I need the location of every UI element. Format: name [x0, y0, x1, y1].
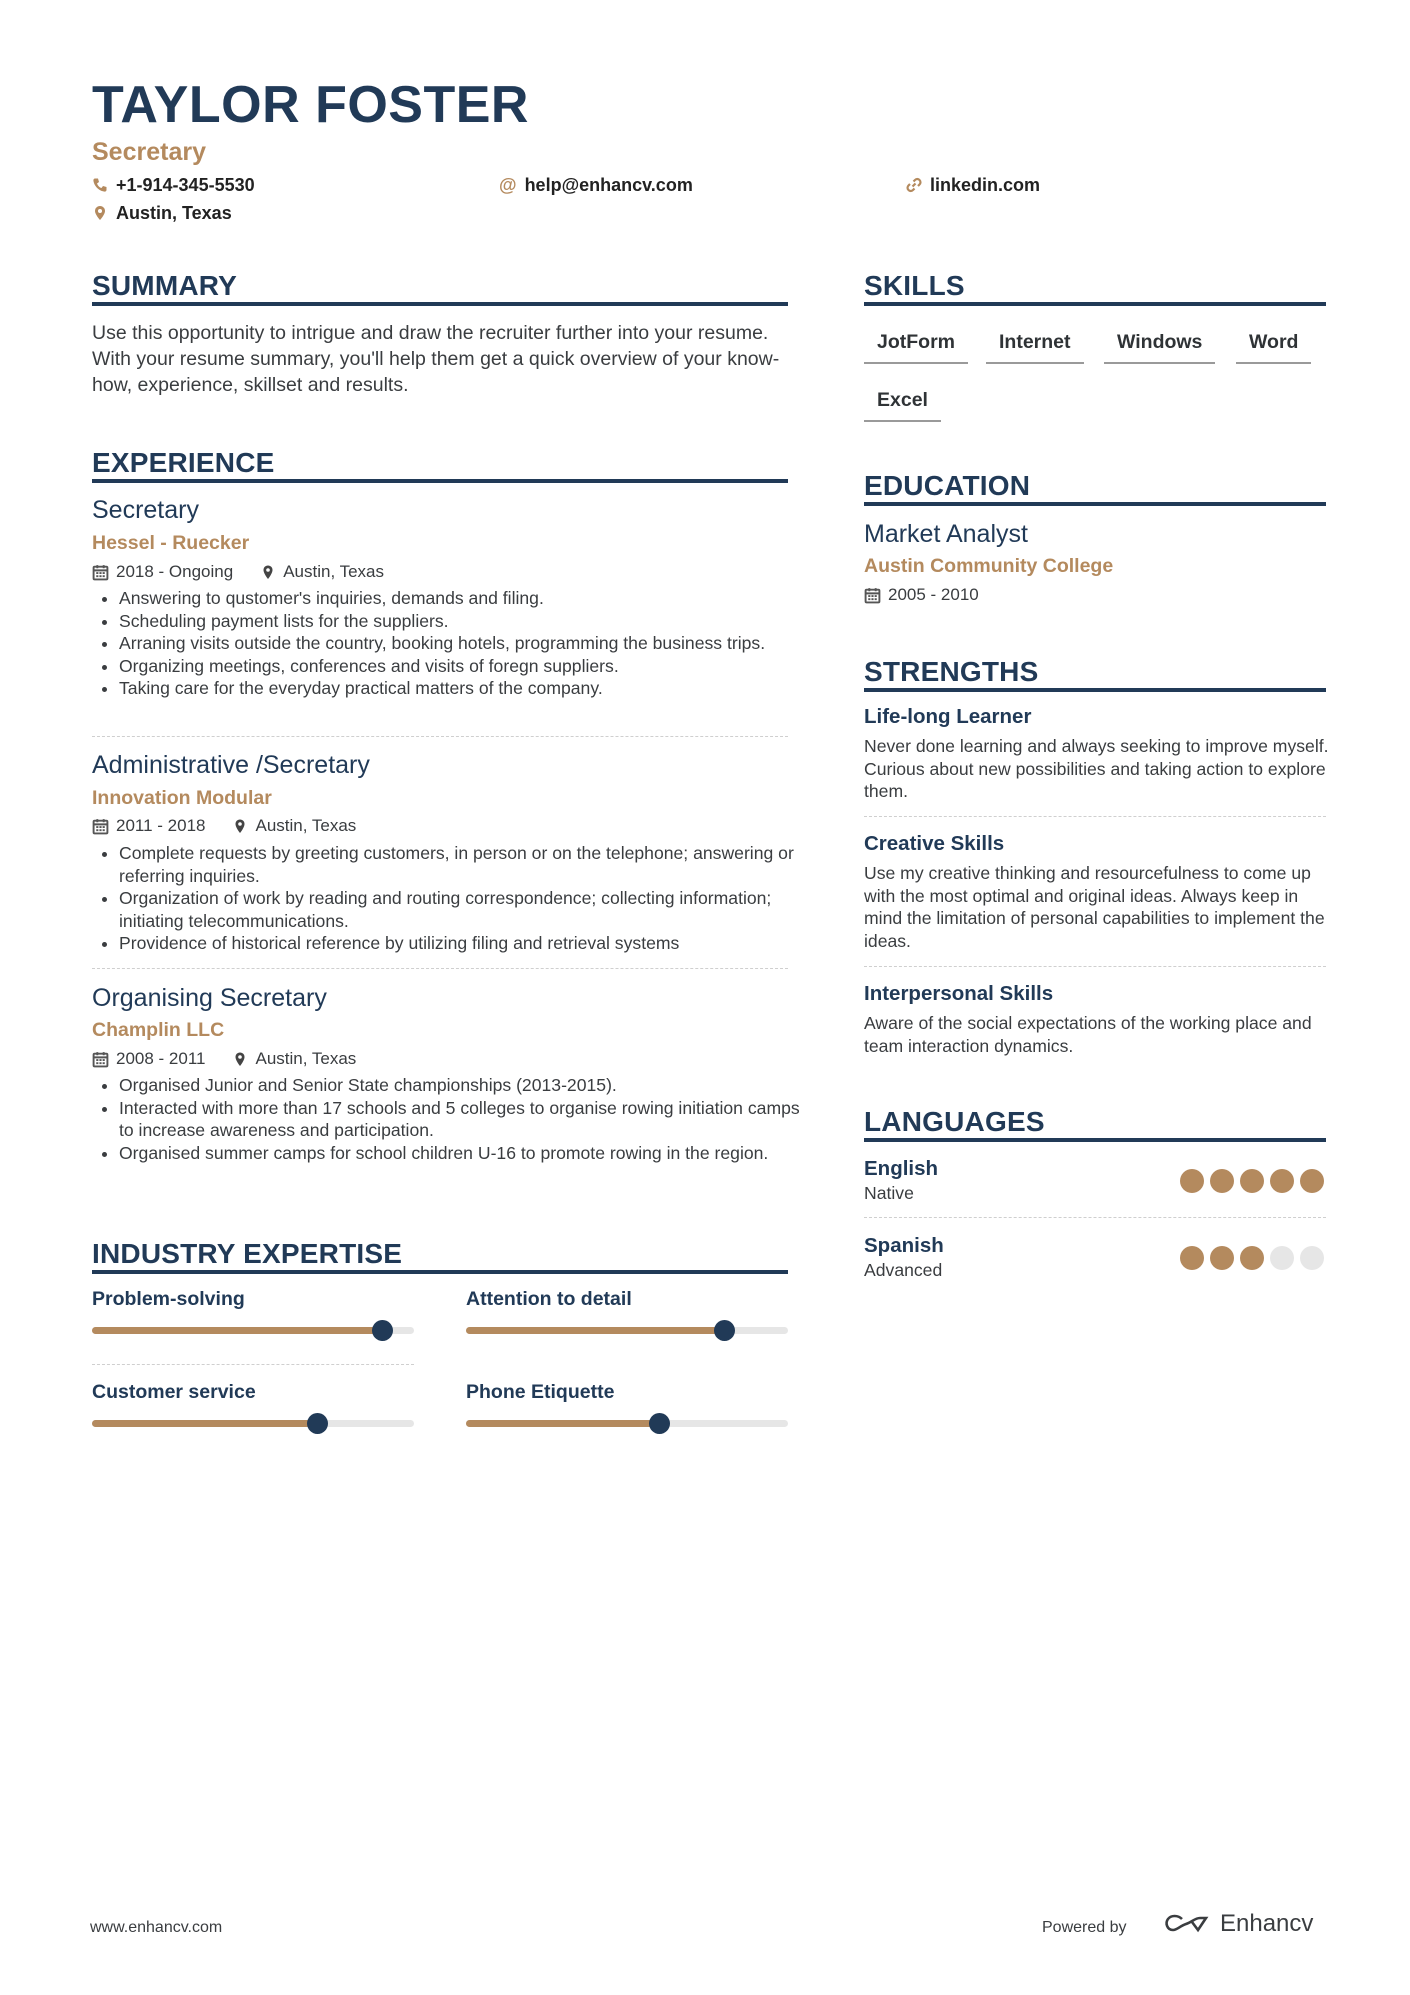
skill-tag: Excel: [864, 387, 941, 422]
divider: [864, 966, 1326, 967]
job-meta: [92, 1048, 356, 1070]
job-dates: 2011 - 2018: [116, 816, 206, 835]
expertise-fill: [92, 1327, 382, 1334]
experience-rule: [92, 479, 788, 483]
enhancv-logo-icon: [1162, 1912, 1210, 1936]
divider: [92, 736, 788, 737]
strength-title: Creative Skills: [864, 832, 1005, 855]
divider: [864, 816, 1326, 817]
rating-dot: [1300, 1169, 1324, 1193]
rating-dot: [1270, 1246, 1294, 1270]
education-heading: EDUCATION: [864, 470, 1031, 501]
contact-phone[interactable]: [92, 173, 255, 197]
job-bullet: • Organizing meetings, conferences and visits of foregn suppliers.: [119, 655, 819, 678]
job-location-text: Austin, Texas: [255, 1049, 357, 1068]
expertise-bar: [92, 1420, 414, 1427]
job-bullet: • Organised summer camps for school children U-16 to promote rowing in the region.: [119, 1142, 819, 1165]
language-name: English: [864, 1157, 939, 1180]
strength-text: Aware of the social expectations of the working place and team interaction dynamics.: [864, 1013, 1312, 1056]
job-company: Innovation Modular: [92, 787, 272, 809]
job-dates: 2018 - Ongoing: [116, 562, 234, 581]
rating-dot: [1210, 1169, 1234, 1193]
expertise-fill: [92, 1420, 317, 1427]
language-rating: [1180, 1246, 1324, 1270]
expertise-knob: [372, 1320, 393, 1341]
location-pin-icon: [233, 818, 247, 834]
location-pin-icon: [261, 564, 275, 580]
education-rule: [864, 502, 1326, 506]
calendar-icon: [92, 564, 109, 581]
job-bullet: • Answering to qustomer's inquiries, demands and filing.: [119, 587, 819, 610]
job-location-text: Austin, Texas: [255, 816, 357, 835]
divider: [92, 1364, 414, 1365]
rating-dot: [1270, 1169, 1294, 1193]
job-bullets: [92, 587, 819, 700]
link-icon: [906, 177, 922, 193]
strengths-heading: STRENGTHS: [864, 656, 1039, 687]
website-text: linkedin.com: [930, 175, 1041, 195]
divider: [92, 968, 788, 969]
rating-dot: [1180, 1169, 1204, 1193]
summary-heading: SUMMARY: [92, 270, 238, 301]
expertise-bar: [92, 1327, 414, 1334]
language-name: Spanish: [864, 1234, 944, 1257]
summary-rule: [92, 302, 788, 306]
footer-powered-by: Powered by: [1042, 1919, 1127, 1936]
expertise-knob: [307, 1413, 328, 1434]
job-bullet: • Organised Junior and Senior State championships (2013-2015).: [119, 1074, 819, 1097]
rating-dot: [1240, 1246, 1264, 1270]
calendar-icon: [92, 1051, 109, 1068]
skills-rule: [864, 302, 1326, 306]
rating-dot: [1300, 1246, 1324, 1270]
expertise-bar: [466, 1327, 788, 1334]
job-bullet: • Organization of work by reading and routing correspondence; collecting information; initiating telecommunications.: [119, 887, 819, 932]
divider: [864, 1217, 1326, 1218]
job-location: [233, 1048, 356, 1070]
job-title: Administrative /Secretary: [92, 751, 370, 779]
footer-brand[interactable]: [1162, 1910, 1313, 1938]
location-pin-icon: [233, 1051, 247, 1067]
education-degree: Market Analyst: [864, 520, 1028, 548]
languages-rule: [864, 1138, 1326, 1142]
job-bullet: • Interacted with more than 17 schools and 5 colleges to organise rowing initiation camps to increase awareness and participation.: [119, 1097, 819, 1142]
skill-tag: JotForm: [864, 329, 968, 364]
experience-heading: EXPERIENCE: [92, 447, 275, 478]
at-icon: @: [499, 175, 517, 195]
expertise-fill: [466, 1327, 724, 1334]
footer-brand-name: Enhancv: [1220, 1910, 1314, 1937]
education-school: Austin Community College: [864, 555, 1114, 577]
calendar-icon: [864, 587, 881, 604]
skills-heading: SKILLS: [864, 270, 965, 301]
strength-text: Never done learning and always seeking to improve myself. Curious about new possibilities and taking action to explore them.: [864, 736, 1329, 802]
strength-title: Life-long Learner: [864, 705, 1032, 728]
job-dates: 2008 - 2011: [116, 1049, 206, 1068]
job-location-text: Austin, Texas: [283, 562, 384, 581]
location-pin-icon: [92, 205, 108, 221]
job-bullets: [92, 1074, 819, 1164]
contact-website[interactable]: [906, 173, 1040, 197]
expertise-fill: [466, 1420, 659, 1427]
calendar-icon: [92, 818, 109, 835]
education-dates: 2005 - 2010: [888, 585, 979, 604]
job-meta: [92, 561, 384, 583]
job-bullet: • Taking care for the everyday practical matters of the company.: [119, 677, 819, 700]
languages-heading: LANGUAGES: [864, 1106, 1045, 1137]
expertise-rule: [92, 1270, 788, 1274]
job-location: [233, 815, 356, 837]
expertise-knob: [649, 1413, 670, 1434]
expertise-knob: [714, 1320, 735, 1341]
strengths-rule: [864, 688, 1326, 692]
job-bullet: • Complete requests by greeting customers, in person or on the telephone; answering or referring inquiries.: [119, 842, 819, 887]
skill-tag: Windows: [1104, 329, 1215, 364]
expertise-label: Attention to detail: [466, 1288, 632, 1310]
phone-text: +1-914-345-5530: [116, 175, 255, 195]
job-title: Organising Secretary: [92, 984, 327, 1012]
footer-site-link[interactable]: www.enhancv.com: [90, 1919, 223, 1936]
rating-dot: [1240, 1169, 1264, 1193]
phone-icon: [92, 177, 108, 193]
candidate-title: Secretary: [92, 138, 206, 166]
language-level: Advanced: [864, 1260, 943, 1280]
contact-email[interactable]: [499, 173, 693, 197]
strength-text: Use my creative thinking and resourcefulness to come up with the most optimal and original ideas. Always keep in mind the limitation of personal capabilities to implement the ideas.: [864, 863, 1325, 951]
job-company: Champlin LLC: [92, 1019, 225, 1041]
job-title: Secretary: [92, 496, 199, 524]
expertise-label: Phone Etiquette: [466, 1381, 615, 1403]
job-bullet: • Arraning visits outside the country, booking hotels, programming the business trips.: [119, 632, 819, 655]
expertise-label: Customer service: [92, 1381, 256, 1403]
email-text: help@enhancv.com: [524, 175, 693, 195]
contact-location: [92, 201, 232, 225]
job-bullet: • Providence of historical reference by utilizing filing and retrieval systems: [119, 932, 819, 955]
language-level: Native: [864, 1183, 914, 1203]
job-company: Hessel - Ruecker: [92, 532, 250, 554]
job-bullet: • Scheduling payment lists for the suppliers.: [119, 610, 819, 633]
education-meta: [864, 584, 979, 606]
skill-tag: Word: [1236, 329, 1311, 364]
strength-title: Interpersonal Skills: [864, 982, 1054, 1005]
candidate-name: TAYLOR FOSTER: [92, 76, 529, 134]
job-meta: [92, 815, 356, 837]
expertise-heading: INDUSTRY EXPERTISE: [92, 1238, 403, 1269]
expertise-label: Problem-solving: [92, 1288, 245, 1310]
location-text: Austin, Texas: [116, 203, 232, 223]
job-location: [261, 561, 384, 583]
rating-dot: [1180, 1246, 1204, 1270]
language-rating: [1180, 1169, 1324, 1193]
job-bullets: [92, 842, 819, 955]
rating-dot: [1210, 1246, 1234, 1270]
summary-text: Use this opportunity to intrigue and draw the recruiter further into your resume. With your resume summary, you'll help them get a quick overview of your know-how, experience, skillset and results.: [92, 322, 780, 396]
expertise-bar: [466, 1420, 788, 1427]
skill-tag: Internet: [986, 329, 1084, 364]
